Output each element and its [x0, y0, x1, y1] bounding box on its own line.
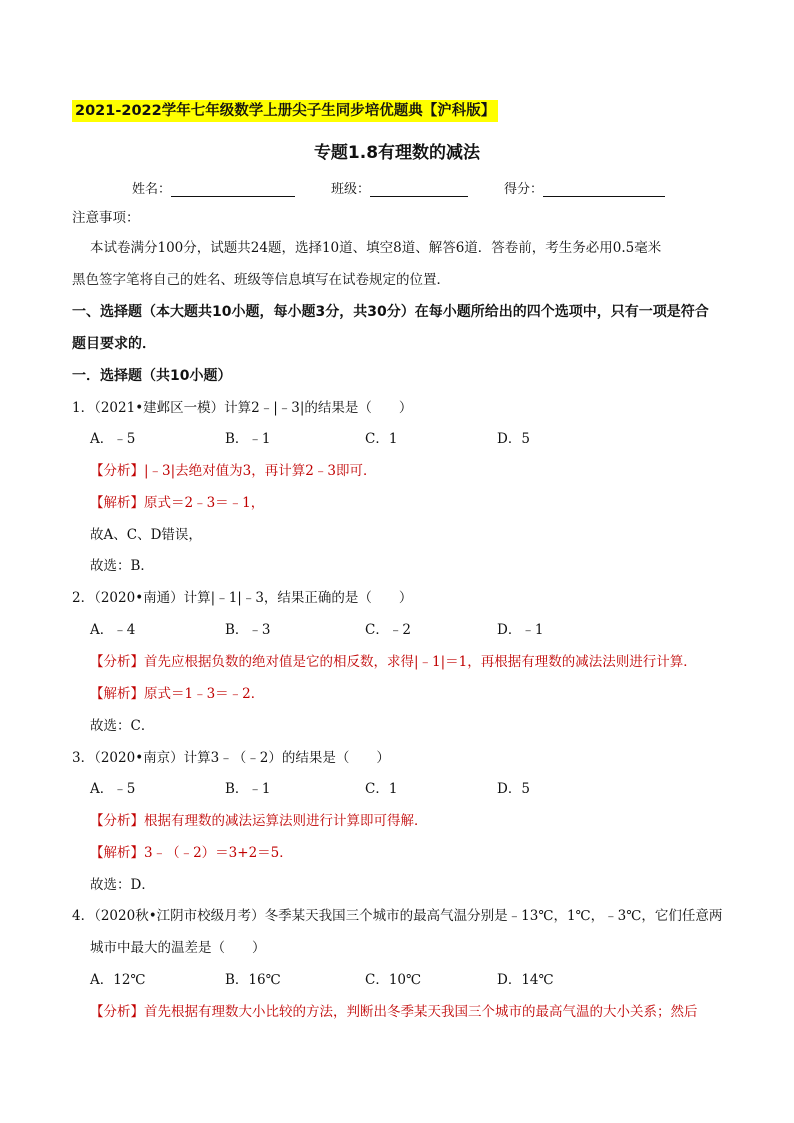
question-3-option-c[interactable]: C．1: [365, 781, 398, 797]
analysis-label: 【分析】: [90, 813, 144, 829]
student-info-row: [132, 178, 701, 197]
question-2-solution: [90, 684, 264, 704]
question-3-option-b[interactable]: B．﹣1: [225, 781, 271, 797]
analysis-text: 根据有理数的减法运算法则进行计算即可得解．: [144, 813, 428, 829]
question-2-analysis: [90, 652, 697, 672]
name-label: 姓名：: [132, 182, 172, 197]
question-2-option-c[interactable]: C．﹣2: [365, 622, 411, 638]
notes-line-1: 本试卷满分100分，试题共24题，选择10道、填空8道、解答6道．答卷前，考生务必用0.5毫米: [90, 240, 662, 256]
question-4-analysis: [90, 1002, 698, 1022]
score-field[interactable]: [504, 178, 665, 197]
page-title: 专题1.8有理数的减法: [313, 143, 481, 163]
question-3-option-d[interactable]: D．5: [497, 781, 530, 797]
solution-label: 【解析】: [90, 845, 144, 861]
analysis-text: 首先应根据负数的绝对值是它的相反数，求得|﹣1|＝1，再根据有理数的减法法则进行计算．: [144, 654, 697, 670]
name-blank[interactable]: [171, 182, 295, 197]
question-2-option-a[interactable]: A．﹣4: [90, 622, 136, 638]
question-4-option-a[interactable]: A．12℃: [90, 972, 146, 988]
solution-text: 原式＝2﹣3＝﹣1，: [144, 495, 265, 511]
analysis-label: 【分析】: [90, 463, 144, 479]
section-heading-line-1: 一、选择题（本大题共10小题，每小题3分，共30分）在每小题所给出的四个选项中，只有一项是符合: [72, 304, 709, 320]
question-1-extra: 故A、C、D错误，: [90, 527, 202, 543]
class-field[interactable]: [331, 178, 468, 197]
analysis-text: 首先根据有理数大小比较的方法，判断出冬季某天我国三个城市的最高气温的大小关系；然后: [144, 1004, 698, 1020]
score-label: 得分：: [504, 182, 544, 197]
question-3-analysis: [90, 811, 428, 831]
question-3-solution: [90, 843, 293, 863]
class-label: 班级：: [331, 182, 371, 197]
question-1-option-d[interactable]: D．5: [497, 431, 530, 447]
question-1-option-b[interactable]: B．﹣1: [225, 431, 271, 447]
question-1-option-c[interactable]: C．1: [365, 431, 398, 447]
question-3-stem: 3．（2020•南京）计算3﹣（﹣2）的结果是（ ）: [72, 750, 390, 766]
question-4-option-b[interactable]: B．16℃: [225, 972, 281, 988]
question-4-option-d[interactable]: D．14℃: [497, 972, 554, 988]
notes-line-2: 黑色签字笔将自己的姓名、班级等信息填写在试卷规定的位置．: [72, 272, 450, 288]
question-1-stem: 1．（2021•建邺区一模）计算2﹣|﹣3|的结果是（ ）: [72, 400, 413, 416]
series-tag: 2021-2022学年七年级数学上册尖子生同步培优题典【沪科版】: [72, 100, 498, 122]
section-sub-heading: 一．选择题（共10小题）: [72, 368, 232, 384]
score-blank[interactable]: [543, 182, 665, 197]
question-2-option-b[interactable]: B．﹣3: [225, 622, 271, 638]
question-3-option-a[interactable]: A．﹣5: [90, 781, 136, 797]
solution-label: 【解析】: [90, 495, 144, 511]
analysis-label: 【分析】: [90, 1004, 144, 1020]
class-blank[interactable]: [370, 182, 468, 197]
solution-label: 【解析】: [90, 686, 144, 702]
question-2-option-d[interactable]: D．﹣1: [497, 622, 544, 638]
question-3-answer: 故选：D．: [90, 877, 155, 893]
name-field[interactable]: [132, 178, 295, 197]
analysis-text: |﹣3|去绝对值为3，再计算2﹣3即可．: [144, 463, 377, 479]
question-1-analysis: [90, 461, 376, 481]
solution-text: 3﹣（﹣2）＝3+2＝5．: [144, 845, 293, 861]
question-2-answer: 故选：C．: [90, 718, 155, 734]
question-2-stem: 2．（2020•南通）计算|﹣1|﹣3，结果正确的是（ ）: [72, 590, 413, 606]
question-4-stem-line-2: 城市中最大的温差是（ ）: [90, 940, 266, 956]
analysis-label: 【分析】: [90, 654, 144, 670]
section-heading-line-2: 题目要求的．: [72, 336, 156, 352]
question-1-solution: [90, 493, 264, 513]
question-4-option-c[interactable]: C．10℃: [365, 972, 422, 988]
question-4-stem-line-1: 4．（2020秋•江阴市校级月考）冬季某天我国三个城市的最高气温分别是﹣13℃，1℃，﹣3℃，它们任意两: [72, 908, 723, 924]
solution-text: 原式＝1﹣3＝﹣2．: [144, 686, 265, 702]
question-1-option-a[interactable]: A．﹣5: [90, 431, 136, 447]
question-1-answer: 故选：B．: [90, 558, 154, 574]
notes-heading: 注意事项：: [72, 210, 140, 226]
